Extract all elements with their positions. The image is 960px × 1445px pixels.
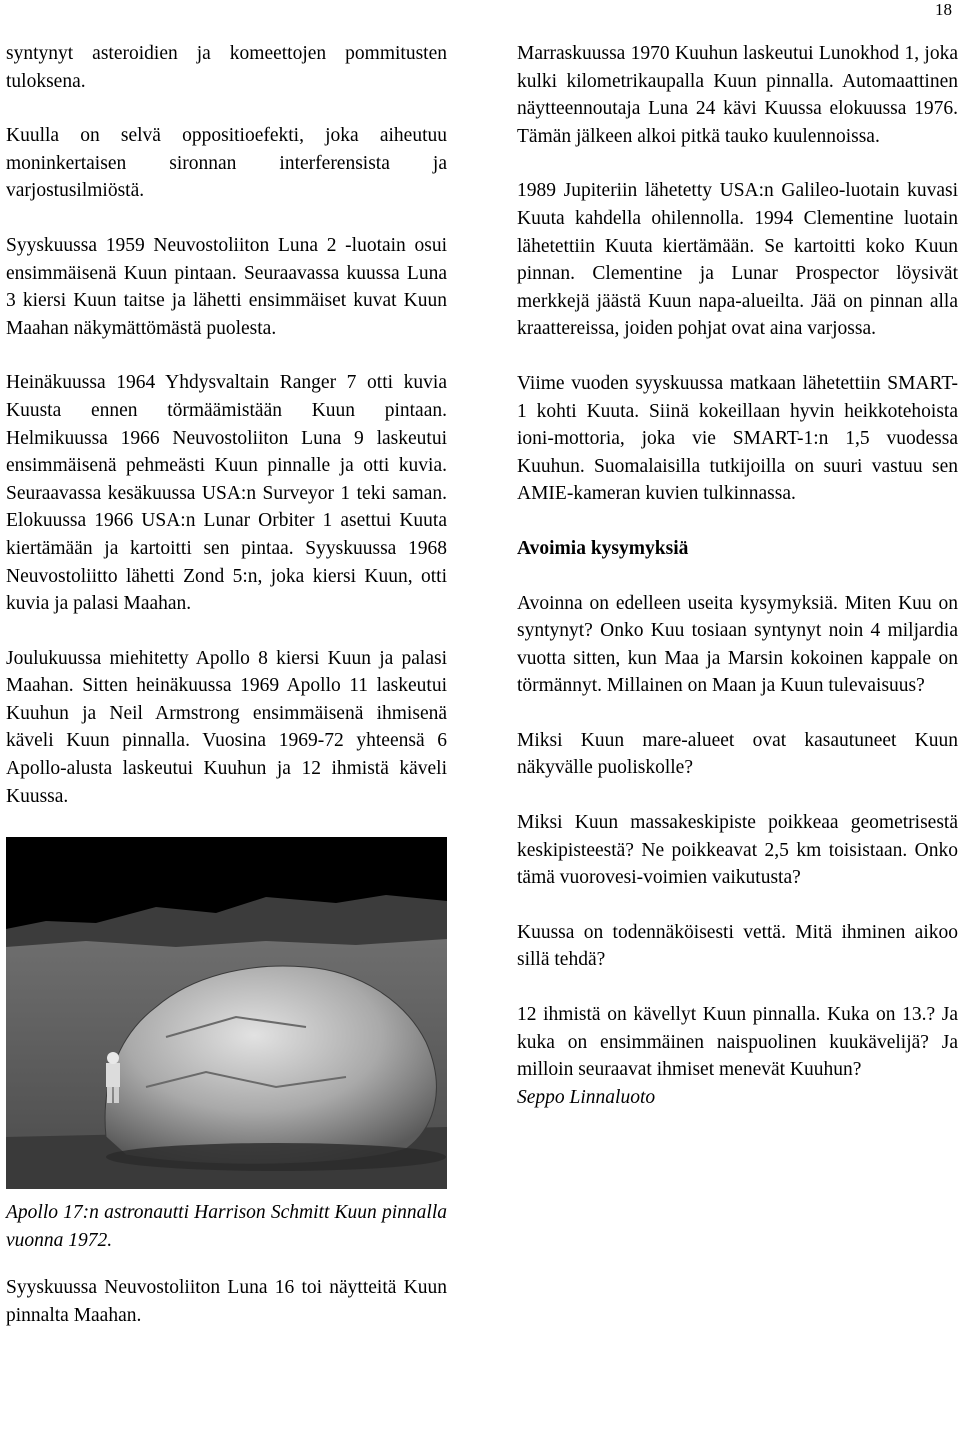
photo-caption: Apollo 17:n astronautti Harrison Schmitt Kuun pinnalla vuonna 1972. bbox=[6, 1202, 447, 1251]
paragraph: Kuulla on selvä oppositioefekti, joka aiheutuu moninkertaisen sironnan interferensista ja varjostusilmiöstä. bbox=[6, 125, 447, 202]
author-signature: Seppo Linnaluoto bbox=[517, 1086, 656, 1108]
paragraph: Heinäkuussa 1964 Yhdysvaltain Ranger 7 otti kuvia Kuusta ennen törmäämistään Kuun pintaan. Helmikuussa 1966 Neuvostoliiton Luna 9 laskeutui ensimmäisenä pehmeästi Kuun pinnalle ja otti kuvia. Seuraavassa kesäkuussa USA:n Surveyor 1 teki saman. Elokuussa 1966 USA:n Lunar Orbiter 1 asettui Kuuta kiertämään ja kartoitti sen pintaa. Syyskuussa 1968 Neuvostoliitto lähetti Zond 5:n, joka kiersi Kuun, otti kuvia ja palasi Maahan. bbox=[6, 372, 447, 615]
moon-surface-photo bbox=[6, 837, 447, 1189]
paragraph: Marraskuussa 1970 Kuuhun laskeutui Lunokhod 1, joka kulki kilometrikaupalla Kuun pinnalla. Automaattinen näytteennoutaja Luna 24 kävi Kuussa elokuussa 1976. Tämän jälkeen alkoi pitkä tauko kuulennoissa. bbox=[517, 43, 958, 147]
paragraph: Miksi Kuun mare-alueet ovat kasautuneet Kuun näkyvälle puoliskolle? bbox=[517, 729, 958, 779]
paragraph: 1989 Jupiteriin lähetetty USA:n Galileo-luotain kuvasi Kuuta kahdella ohilennolla. 1994 Clementine luotain lähetettiin Kuuta kiertämään. Se kartoitti koko Kuun pinnan. Clementine ja Lunar Prospector löysivät merkkejä jäästä Kuun napa-alueilta. Jää on pinnan alla kraattereissa, joiden pohjat ovat aina varjossa. bbox=[517, 180, 958, 340]
paragraph: Avoinna on edelleen useita kysymyksiä. Miten Kuu on syntynyt? Onko Kuu tosiaan syntynyt noin 4 miljardia vuotta sitten, kun Maa ja Marsin kokoinen kappale on törmännyt. Millainen on Maan ja Kuun tulevaisuus? bbox=[517, 592, 958, 697]
left-column bbox=[6, 40, 447, 1330]
paragraph: Kuussa on todennäköisesti vettä. Mitä ihminen aikoo sillä tehdä? bbox=[517, 921, 958, 971]
paragraph: Miksi Kuun massakeskipiste poikkeaa geometrisestä keskipisteestä? Ne poikkeavat 2,5 km toisistaan. Onko tämä vuorovesi-voimien vaikutusta? bbox=[517, 812, 958, 889]
paragraph: Syyskuussa 1959 Neuvostoliiton Luna 2 -luotain osui ensimmäisenä Kuun pintaan. Seuraavassa kuussa Luna 3 kiersi Kuun taitse ja lähetti ensimmäiset kuvat Kuun Maahan näkymättömästä puolesta. bbox=[6, 234, 447, 339]
paragraph: syntynyt asteroidien ja komeettojen pommitusten tuloksena. bbox=[6, 43, 447, 92]
paragraph: Joulukuussa miehitetty Apollo 8 kiersi Kuun ja palasi Maahan. Sitten heinäkuussa 1969 Apollo 11 laskeutui Kuuhun ja Neil Armstrong ensimmäisenä ihmisenä käveli Kuun pinnalla. Vuosina 1969-72 yhteensä 6 Apollo-alusta laskeutui Kuuhun ja 12 ihmistä käveli Kuussa. bbox=[6, 647, 447, 807]
right-column bbox=[517, 40, 958, 1138]
page-number: 18 bbox=[935, 0, 952, 19]
section-heading: Avoimia kysymyksiä bbox=[517, 537, 689, 559]
paragraph: Syyskuussa Neuvostoliiton Luna 16 toi näytteitä Kuun pinnalta Maahan. bbox=[6, 1277, 447, 1327]
paragraph: 12 ihmistä on kävellyt Kuun pinnalla. Kuka on 13.? Ja kuka on ensimmäinen naispuolinen kuukävelijä? Ja milloin seuraavat ihmiset menevät Kuuhun? bbox=[517, 1004, 958, 1081]
paragraph: Viime vuoden syyskuussa matkaan lähetettiin SMART-1 kohti Kuuta. Siinä kokeillaan hyvin heikkotehoista ioni-mottoria, joka vie SMART-1:n 1,5 vuodessa Kuuhun. Suomalaisilla tutkijoilla on suuri vastuu sen AMIE-kameran kuvien tulkinnassa. bbox=[517, 372, 958, 505]
